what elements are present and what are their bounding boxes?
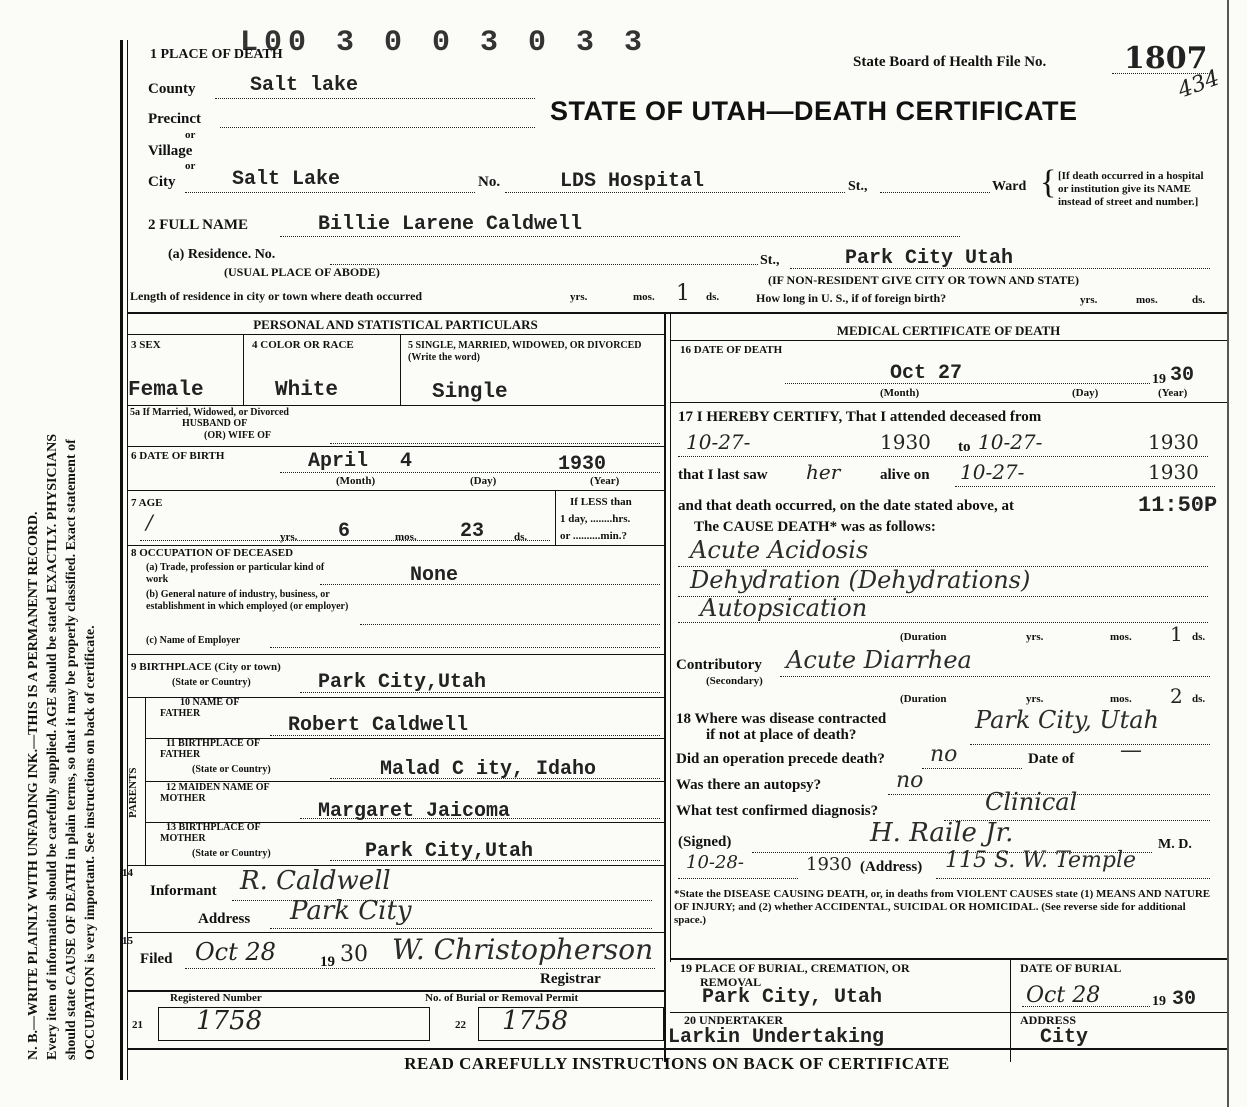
mother-maiden-name-label: 12 MAIDEN NAME OF MOTHER	[160, 782, 270, 804]
dob-day-value: 4	[400, 450, 413, 473]
sex-value: Female	[128, 379, 204, 402]
last-saw-date-value: 10-27-	[960, 460, 1025, 484]
death-date-value: Oct 27	[890, 362, 963, 385]
undertaker-value: Larkin Undertaking	[668, 1026, 885, 1049]
attended-to-year: 1930	[1148, 430, 1199, 454]
age-label: 7 AGE	[131, 497, 163, 509]
registered-number-label: Registered Number	[170, 992, 262, 1004]
occupation-value: None	[410, 564, 459, 587]
race-value: White	[275, 379, 339, 402]
age-months-value: 6	[338, 520, 351, 543]
residence-label: (a) Residence. No.	[168, 247, 276, 262]
parents-label: PARENTS	[127, 767, 139, 818]
filed-label: Filed	[140, 951, 173, 967]
contracted-value: Park City, Utah	[975, 706, 1159, 734]
certificate-title: STATE OF UTAH—DEATH CERTIFICATE	[550, 96, 1078, 126]
cause-line-1: Acute Acidosis	[690, 536, 869, 564]
marital-value: Single	[432, 381, 508, 404]
pronoun-value: her	[806, 460, 841, 484]
residence-value: Park City Utah	[845, 247, 1014, 270]
residence-street-label: St.,	[760, 253, 780, 268]
burial-permit-label: No. of Burial or Removal Permit	[425, 992, 579, 1004]
undertaker-address-value: City	[1040, 1026, 1089, 1049]
length-of-residence-label: Length of residence in city or town where death occurred	[130, 289, 423, 303]
dob-label: 6 DATE OF BIRTH	[131, 450, 225, 462]
death-certificate: N. B.—WRITE PLAINLY WITH UNFADING INK.—THIS IS A PERMANENT RECORD. Every item of information should be carefully supplied. AGE should be stated EXACTLY. PHYSICIANS should state CAUSE OF DEATH in plain terms, so that it may be properly classified. Exact statement of OCCUPATION is very important. See instructions on back of certificate. L00 3 0 0 3 0 3 3 1 PLACE OF DEATH State Board of Health File No. 1807 434 STATE OF UTAH—DEATH CERTIFICATE County Salt lake Precinct or Village or City Salt Lake No. LDS Hospital St., Ward { [If death occurred in a hospital or institution give its NAME instead of street and number.] 2 FULL NAME Billie Larene Caldwell (a) Residence. No. (USUAL PLACE OF ABODE) St., Park City Utah (IF NON-RESIDENT GIVE CITY OR TOWN AND STATE) Length of residence in city or town where death occurred yrs. mos. 1 ds. How long in U. S., if of foreign birth? yrs. mos. ds. PERSONAL AND STATISTICAL PARTICULARS 3 SEX 4 COLOR OR RACE 5 SINGLE, MARRIED, WIDOWED, OR DIVORCED (Write the word) Female White Single 5a If Married, Widowed, or Divorced HUSBAND OF (OR) WIFE OF 6 DATE OF BIRTH April 4 1930 (Month) (Day) (Year) 7 AGE / yrs. 6 mos. 23 ds. If LESS than 1 day, ........hrs. or ..........min.? 8 OCCUPATION OF DECEASED (a) Trade, profession or particular kind of work None (b) General nature of industry, business, or establishment in which employed (or employer) (c) Name of Employer 9 BIRTHPLACE (City or town) (State or Country) Park City,Utah PARENTS 10 NAME OF FATHER Robert Caldwell 11 BIRTHPLACE OF FATHER (State or Country) Malad C ity, Idaho 12 MAIDEN NAME OF MOTHER Margaret Jaicoma 13 BIRTHPLACE OF MOTHER (State or Country) Park City,Utah 14 Informant R. Caldwell Address Park City 15 Filed Oct 28 19 30 W. Christopherson Registrar Registered Number No. of Burial or Removal Permit 21 1758 22 1758 MEDICAL CERTIFICATE OF DEATH 16 DATE OF DEATH Oct 27 19 30 (Month) (Day) (Year) 17 I HEREBY CERTIFY, That I attended deceased from 10-27- 1930 to 10-27- 1930 that I last saw her alive on 10-27- 1930 and that death occurred, on the date stated above, at 11:50P The CAUSE DEATH* was as follows: Acute Acidosis Dehydration (Dehydrations) Autopsication (Duration yrs. mos. 1 ds. Contributory (Secondary) Acute Diarrhea (Duration yrs. mos. 2 ds. 18 Where was disease contracted if not at place of death? Park City, Utah Did an operation precede death? no Date of — Was there an autopsy? no What test confirmed diagnosis? Clinical (Signed) H. Raile Jr. M. D. 10-28- 1930 (Address) 115 S. W. Temple *State the DISEASE CAUSING DEATH, or, in deaths from VIOLENT CAUSES state (1) MEANS AND NATURE OF INJURY; and (2) whether ACCIDENTAL, SUICIDAL OR HOMICIDAL. (See reverse side for additional space.) 19 PLACE OF BURIAL, CREMATION, OR REMOVAL Park City, Utah DATE OF BURIAL Oct 28 19 30 20 UNDERTAKER Larkin Undertaking ADDRESS City READ CAREFULLY INSTRUCTIONS ON BACK OF CERTIFICATE	[0, 0, 1247, 1107]
ward-label: Ward	[992, 179, 1027, 194]
contributory-value: Acute Diarrhea	[786, 646, 972, 674]
last-saw-year: 1930	[1148, 460, 1199, 484]
birthplace-label: 9 BIRTHPLACE (City or town)	[131, 661, 281, 673]
operation-date-value: —	[1120, 738, 1142, 763]
residence-sublabel: (USUAL PLACE OF ABODE)	[224, 265, 380, 279]
certify-statement: 17 I HEREBY CERTIFY, That I attended deceased from	[678, 409, 1042, 425]
test-label: What test confirmed diagnosis?	[676, 803, 879, 819]
footer-instructions: READ CAREFULLY INSTRUCTIONS ON BACK OF CERTIFICATE	[404, 1054, 950, 1073]
street-label: St.,	[848, 179, 868, 194]
mother-maiden-name-value: Margaret Jaicoma	[318, 800, 511, 823]
father-birthplace-label: 11 BIRTHPLACE OF FATHER	[160, 738, 260, 760]
age-days-value: 23	[460, 520, 485, 543]
physician-address-label: (Address)	[860, 859, 923, 875]
physician-signature: H. Raile Jr.	[870, 818, 1014, 848]
mother-birthplace-value: Park City,Utah	[365, 840, 534, 863]
county-value: Salt lake	[250, 74, 359, 97]
autopsy-label: Was there an autopsy?	[676, 777, 822, 793]
ward-note: [If death occurred in a hospital or institution give its NAME instead of street and number.]	[1058, 170, 1204, 209]
city-value: Salt Lake	[232, 168, 341, 191]
county-label: County	[148, 81, 196, 97]
attended-from-year: 1930	[880, 430, 931, 454]
informant-address-label: Address	[198, 911, 251, 927]
signed-label: (Signed)	[678, 834, 732, 850]
mother-birthplace-label: 13 BIRTHPLACE OF MOTHER	[160, 822, 261, 844]
informant-address-value: Park City	[290, 896, 412, 926]
color-label: 4 COLOR OR RACE	[252, 339, 354, 351]
age-years-value: /	[146, 510, 153, 534]
residence-days-value: 1	[676, 281, 690, 306]
father-value: Robert Caldwell	[288, 714, 469, 737]
sex-label: 3 SEX	[131, 339, 161, 351]
side-note-cause: should state CAUSE OF DEATH in plain terms, so that it may be properly classified. Exact statement of	[64, 439, 79, 1060]
file-number-extra: 434	[1174, 65, 1223, 104]
contributory-duration-value: 2	[1170, 684, 1183, 708]
operation-value: no	[930, 742, 958, 767]
street-number-label: No.	[478, 174, 501, 190]
contributory-label: Contributory	[676, 657, 762, 673]
city-label: City	[148, 174, 176, 190]
file-number-label: State Board of Health File No.	[853, 54, 1047, 70]
spouse-label: 5a If Married, Widowed, or Divorced	[130, 407, 289, 418]
precinct-label: Precinct	[148, 111, 202, 127]
dob-month-value: April	[308, 450, 369, 473]
father-label: 10 NAME OF FATHER	[160, 697, 240, 719]
burial-place-value: Park City, Utah	[702, 986, 883, 1009]
marital-label: 5 SINGLE, MARRIED, WIDOWED, OR DIVORCED (Write the word)	[408, 340, 642, 363]
burial-date-label: DATE OF BURIAL	[1020, 961, 1122, 975]
filed-year-value: 30	[340, 942, 368, 967]
occupation-label: 8 OCCUPATION OF DECEASED	[131, 547, 294, 559]
full-name-label: 2 FULL NAME	[148, 217, 249, 233]
left-border-inner	[127, 40, 128, 1080]
footnote: *State the DISEASE CAUSING DEATH, or, in deaths from VIOLENT CAUSES state (1) MEANS AND NATURE OF INJURY; and (2) whether ACCIDENTAL, SUICIDAL OR HOMICIDAL. (See reverse side for additional space.)	[674, 888, 1211, 927]
side-note-information: Every item of information should be carefully supplied. AGE should be stated EXACTLY. PHYSICIANS	[45, 433, 60, 1060]
nonresident-note: (IF NON-RESIDENT GIVE CITY OR TOWN AND STATE)	[768, 273, 1080, 287]
dob-year-value: 1930	[558, 453, 607, 476]
registrar-label: Registrar	[540, 971, 601, 987]
registrar-signature: W. Christopherson	[392, 933, 654, 966]
physician-address-value: 115 S. W. Temple	[945, 848, 1136, 873]
attended-from-value: 10-27-	[686, 430, 751, 454]
test-value: Clinical	[985, 788, 1078, 816]
birthplace-value: Park City,Utah	[318, 671, 487, 694]
cause-line-3: Autopsication	[700, 594, 868, 622]
left-border	[120, 40, 123, 1080]
us-residence-label: How long in U. S., if of foreign birth?	[756, 291, 947, 305]
hospital-value: LDS Hospital	[560, 170, 705, 193]
death-time-value: 11:50P	[1138, 493, 1218, 518]
file-number: 1807	[1124, 41, 1208, 76]
burial-date-value: Oct 28	[1026, 983, 1101, 1008]
death-date-label: 16 DATE OF DEATH	[680, 344, 783, 356]
death-year-value: 30	[1170, 364, 1195, 387]
right-border	[1227, 0, 1229, 1107]
filed-date-value: Oct 28	[195, 938, 276, 966]
burial-place-label: 19 PLACE OF BURIAL, CREMATION, OR	[680, 961, 910, 975]
burial-year-value: 30	[1172, 988, 1197, 1011]
undertaker-label: 20 UNDERTAKER	[684, 1013, 784, 1027]
burial-permit-value: 1758	[502, 1006, 569, 1036]
cause-label: The CAUSE DEATH* was as follows:	[694, 519, 936, 535]
signed-date-value: 10-28-	[686, 852, 744, 873]
registered-number-value: 1758	[196, 1006, 263, 1036]
village-label: Village	[148, 143, 193, 159]
place-of-death-label: 1 PLACE OF DEATH	[150, 47, 283, 62]
medical-header: MEDICAL CERTIFICATE OF DEATH	[836, 323, 1061, 338]
cause-duration-value: 1	[1170, 622, 1183, 646]
signed-year-value: 1930	[806, 854, 852, 875]
attended-to-value: 10-27-	[978, 430, 1043, 454]
personal-header: PERSONAL AND STATISTICAL PARTICULARS	[253, 317, 538, 332]
autopsy-value: no	[896, 768, 924, 793]
informant-label: Informant	[150, 883, 217, 899]
informant-signature: R. Caldwell	[240, 866, 391, 896]
cause-line-2: Dehydration (Dehydrations)	[690, 566, 1031, 594]
operation-label: Did an operation precede death?	[676, 751, 885, 767]
full-name-value: Billie Larene Caldwell	[318, 213, 583, 236]
undertaker-address-label: ADDRESS	[1020, 1013, 1077, 1027]
side-note-occupation: OCCUPATION is very important. See instructions on back of certificate.	[83, 625, 98, 1060]
side-note-permanent-record: N. B.—WRITE PLAINLY WITH UNFADING INK.—THIS IS A PERMANENT RECORD.	[26, 511, 41, 1060]
contracted-label: 18 Where was disease contracted	[676, 711, 887, 727]
serial-number: L00 3 0 0 3 0 3 3	[240, 26, 649, 60]
father-birthplace-value: Malad C ity, Idaho	[380, 758, 597, 781]
